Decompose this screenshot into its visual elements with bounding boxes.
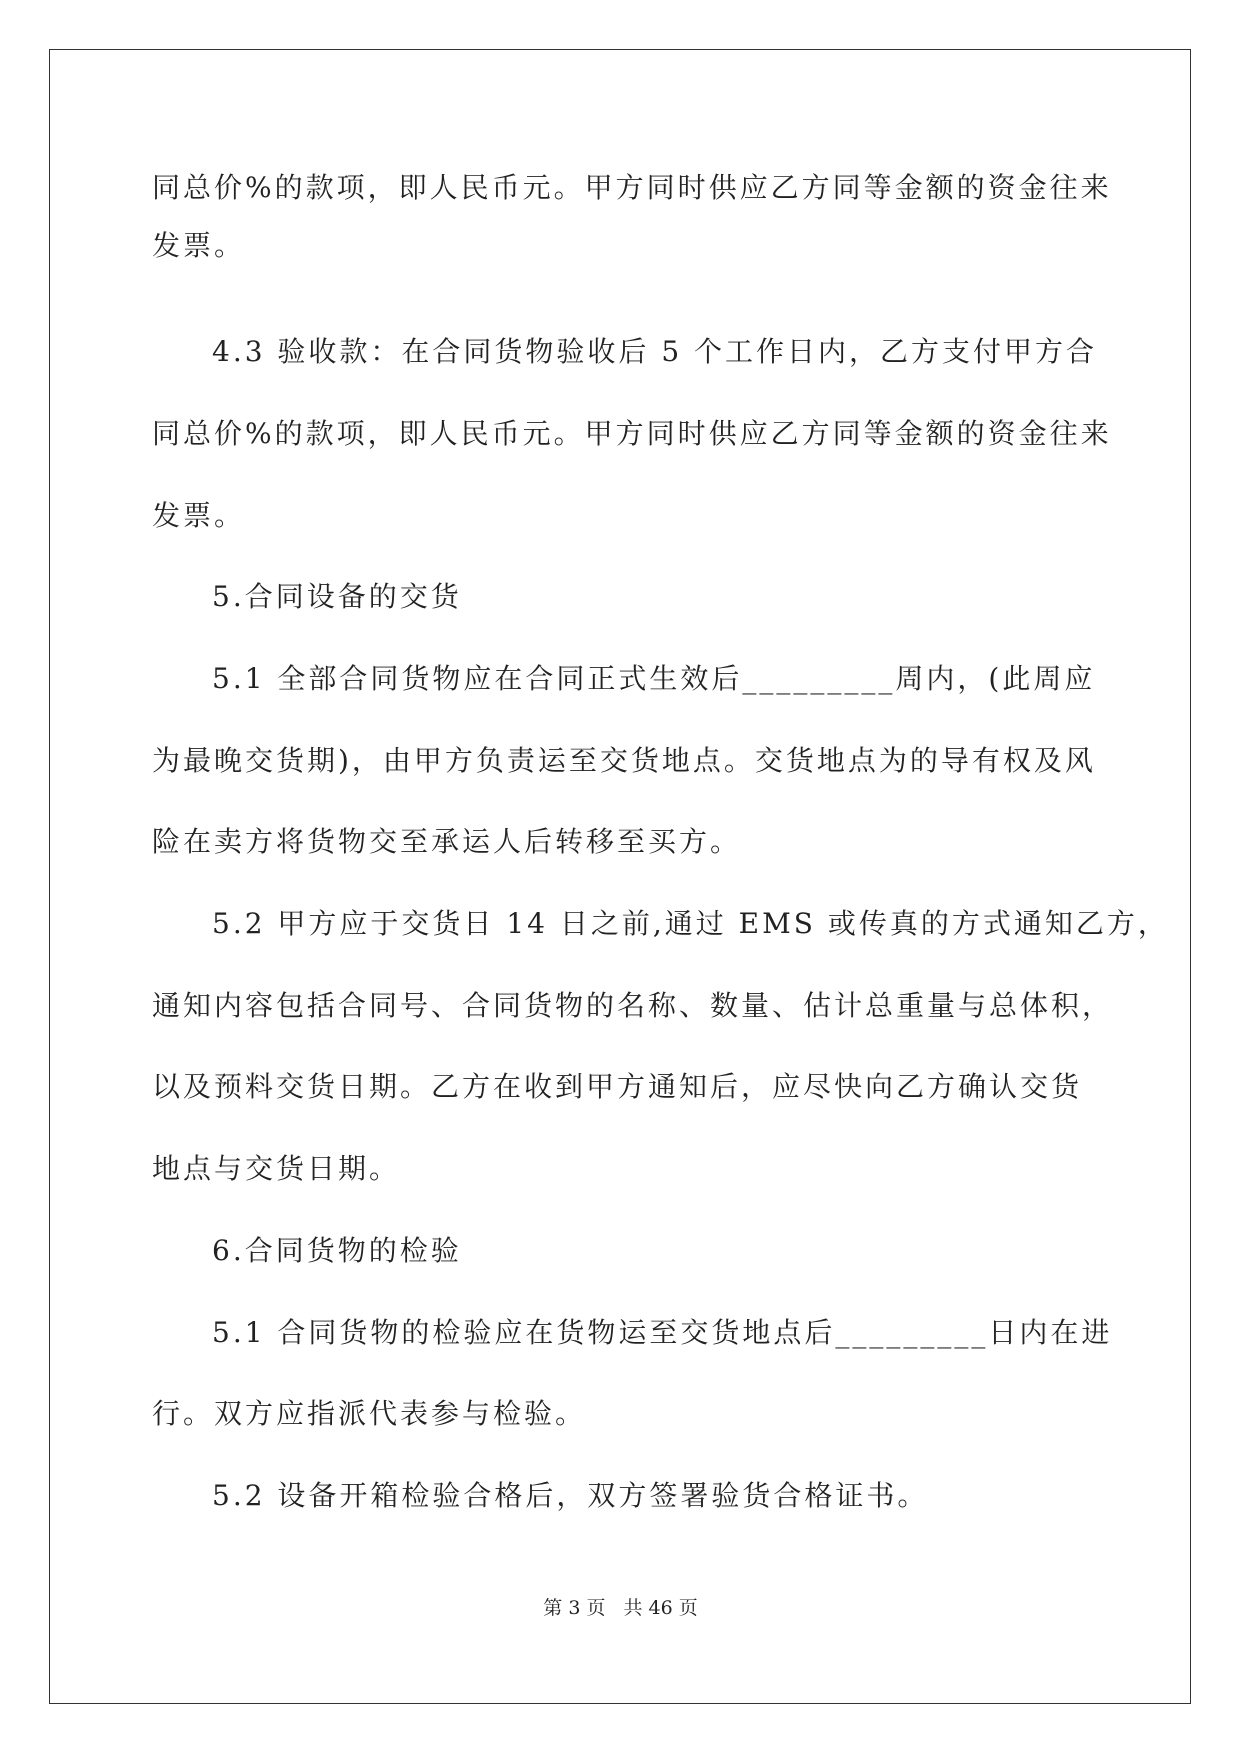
paragraph-line: 发票。 (152, 499, 246, 532)
paragraph-line: 地点与交货日期。 (152, 1152, 401, 1185)
page-total: 共 46 页 (623, 1597, 698, 1619)
paragraph-line: 4.3 验收款：在合同货物验收后 5 个工作日内，乙方支付甲方合 (212, 335, 1098, 368)
paragraph-line: 5.2 设备开箱检验合格后，双方签署验货合格证书。 (212, 1479, 929, 1512)
paragraph-line: 发票。 (152, 229, 246, 262)
paragraph-line: 同总价%的款项，即人民币元。甲方同时供应乙方同等金额的资金往来 (152, 171, 1112, 204)
section-heading: 6.合同货物的检验 (212, 1234, 462, 1267)
paragraph-line: 险在卖方将货物交至承运人后转移至买方。 (152, 825, 742, 858)
paragraph-line: 为最晚交货期)，由甲方负责运至交货地点。交货地点为的导有权及风 (152, 744, 1096, 777)
section-heading: 5.合同设备的交货 (212, 580, 462, 613)
page-border (49, 49, 1191, 1704)
paragraph-line: 同总价%的款项，即人民币元。甲方同时供应乙方同等金额的资金往来 (152, 417, 1112, 450)
paragraph-line: 5.2 甲方应于交货日 14 日之前,通过 EMS 或传真的方式通知乙方， (212, 907, 1169, 940)
paragraph-line: 5.1 合同货物的检验应在货物运至交货地点后_________日内在进 (212, 1316, 1113, 1349)
page-footer (0, 1596, 1241, 1620)
paragraph-line: 5.1 全部合同货物应在合同正式生效后_________周内，(此周应 (212, 662, 1096, 695)
paragraph-line: 通知内容包括合同号、合同货物的名称、数量、估计总重量与总体积， (152, 989, 1114, 1022)
page-number: 第 3 页 (543, 1597, 606, 1619)
paragraph-line: 行。双方应指派代表参与检验。 (152, 1397, 587, 1430)
paragraph-line: 以及预料交货日期。乙方在收到甲方通知后，应尽快向乙方确认交货 (152, 1070, 1083, 1103)
